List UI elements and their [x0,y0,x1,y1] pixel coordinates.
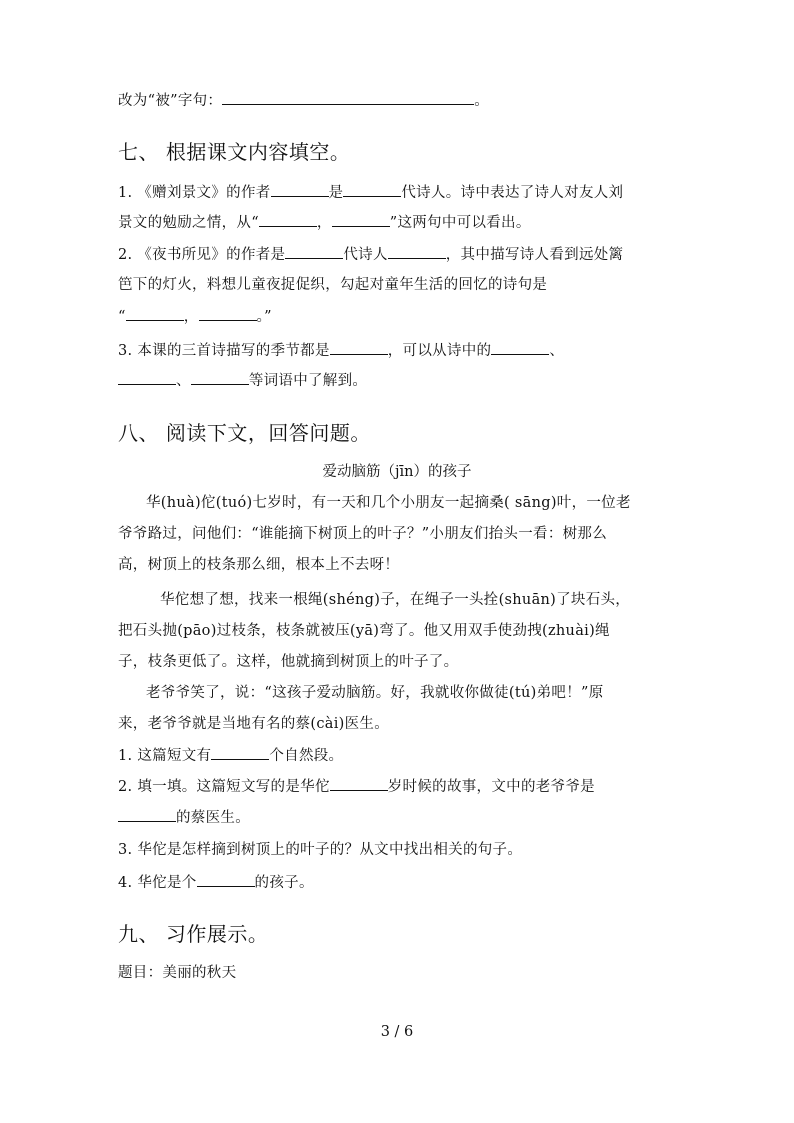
answer-blank[interactable] [197,872,255,887]
question-4 [118,872,314,893]
question-text: 的蔡医生。 [176,810,250,826]
answer-blank[interactable] [343,182,401,197]
section-9-heading: 九、 习作展示。 [118,922,269,946]
s7-line-1 [118,182,623,203]
answer-blank[interactable] [222,90,474,105]
passage-line: 高，树顶上的枝条那么细，根本上不去呀！ [118,557,400,573]
question-1 [118,745,343,766]
question-text: 个自然段。 [269,748,344,764]
answer-blank[interactable] [259,212,317,227]
s7-line-6 [118,340,564,361]
s7-text: ，其中描写诗人看到远处篱 [445,247,624,263]
essay-topic: 题目：美丽的秋天 [118,965,237,981]
answer-blank[interactable] [388,244,446,259]
s7-text: 3. 本课的三首诗描写的季节都是 [118,343,330,359]
answer-blank[interactable] [211,745,269,760]
q6-rewrite-line [118,90,489,111]
answer-blank[interactable] [199,306,257,321]
question-text: 2. 填一填。这篇短文写的是华佗 [118,779,330,795]
answer-blank[interactable] [191,370,249,385]
s7-text: 是 [328,185,344,201]
s7-text: ， [183,309,199,325]
s7-line-3 [118,244,623,265]
s7-line-7 [118,370,367,391]
s7-text: “ [118,309,126,325]
question-2 [118,776,595,797]
passage-line: 华(huà)佗(tuó)七岁时，有一天和几个小朋友一起摘桑( sāng)叶，一位老 [146,495,631,511]
answer-blank[interactable] [271,182,329,197]
s7-text: ， [316,215,332,231]
question-3: 3. 华佗是怎样摘到树顶上的叶子的？从文中找出相关的句子。 [118,842,523,858]
s7-text: 等词语中了解到。 [248,373,368,389]
answer-blank[interactable] [126,306,184,321]
question-text: 岁时候的故事，文中的老爷爷是 [387,779,595,795]
answer-blank[interactable] [332,212,390,227]
s7-text: ，可以从诗中的 [387,343,492,359]
s7-text: ”这两句中可以看出。 [389,215,531,231]
s7-line-4: 笆下的灯火，料想儿童夜捉促织，勾起对童年生活的回忆的诗句是 [118,277,548,293]
section-7-heading: 七、 根据课文内容填空。 [118,140,351,164]
passage-line: 爷爷路过，问他们：“谁能摘下树顶上的叶子？”小朋友们抬头一看：树那么 [118,526,608,542]
s7-text: 、 [549,343,565,359]
q6-suffix: 。 [474,93,490,109]
passage-line: 把石头抛(pāo)过枝条，枝条就被压(yā)弯了。他又用双手使劲拽(zhuài)绳 [118,623,610,639]
s7-text: 1. 《赠刘景文》的作者 [118,185,271,201]
answer-blank[interactable] [330,340,388,355]
s7-text: 代诗人 [343,247,388,263]
s7-text: 景文的勉励之情，从“ [118,215,259,231]
passage-line: 华佗想了想，找来一根绳(shéng)子，在绳子一头拴(shuān)了块石头， [160,592,631,608]
passage-line: 来，老爷爷就是当地有名的蔡(cài)医生。 [118,716,390,732]
passage-title: 爱动脑筋（jīn）的孩子 [322,464,472,480]
s7-text: 、 [176,373,191,389]
s7-text: 代诗人。诗中表达了诗人对友人刘 [401,185,624,201]
answer-blank[interactable] [491,340,549,355]
answer-blank[interactable] [118,807,176,822]
answer-blank[interactable] [330,776,388,791]
s7-text: 2. 《夜书所见》的作者是 [118,247,286,263]
page-number: 3 / 6 [380,1024,414,1040]
question-text: 的孩子。 [254,875,314,891]
section-8-heading: 八、 阅读下文，回答问题。 [118,421,371,445]
s7-line-2 [118,212,531,233]
s7-line-5 [118,306,272,327]
question-2-cont [118,807,250,828]
answer-blank[interactable] [285,244,343,259]
s7-text: 。” [256,309,272,325]
question-text: 4. 华佗是个 [118,875,197,891]
passage-line: 子，枝条更低了。这样，他就摘到树顶上的叶子了。 [118,654,459,670]
question-text: 1. 这篇短文有 [118,748,212,764]
q6-prefix: 改为“被”字句： [118,93,223,109]
answer-blank[interactable] [118,370,176,385]
passage-line: 老爷爷笑了，说：“这孩子爱动脑筋。好，我就收你做徒(tú)弟吧！”原 [146,685,604,701]
